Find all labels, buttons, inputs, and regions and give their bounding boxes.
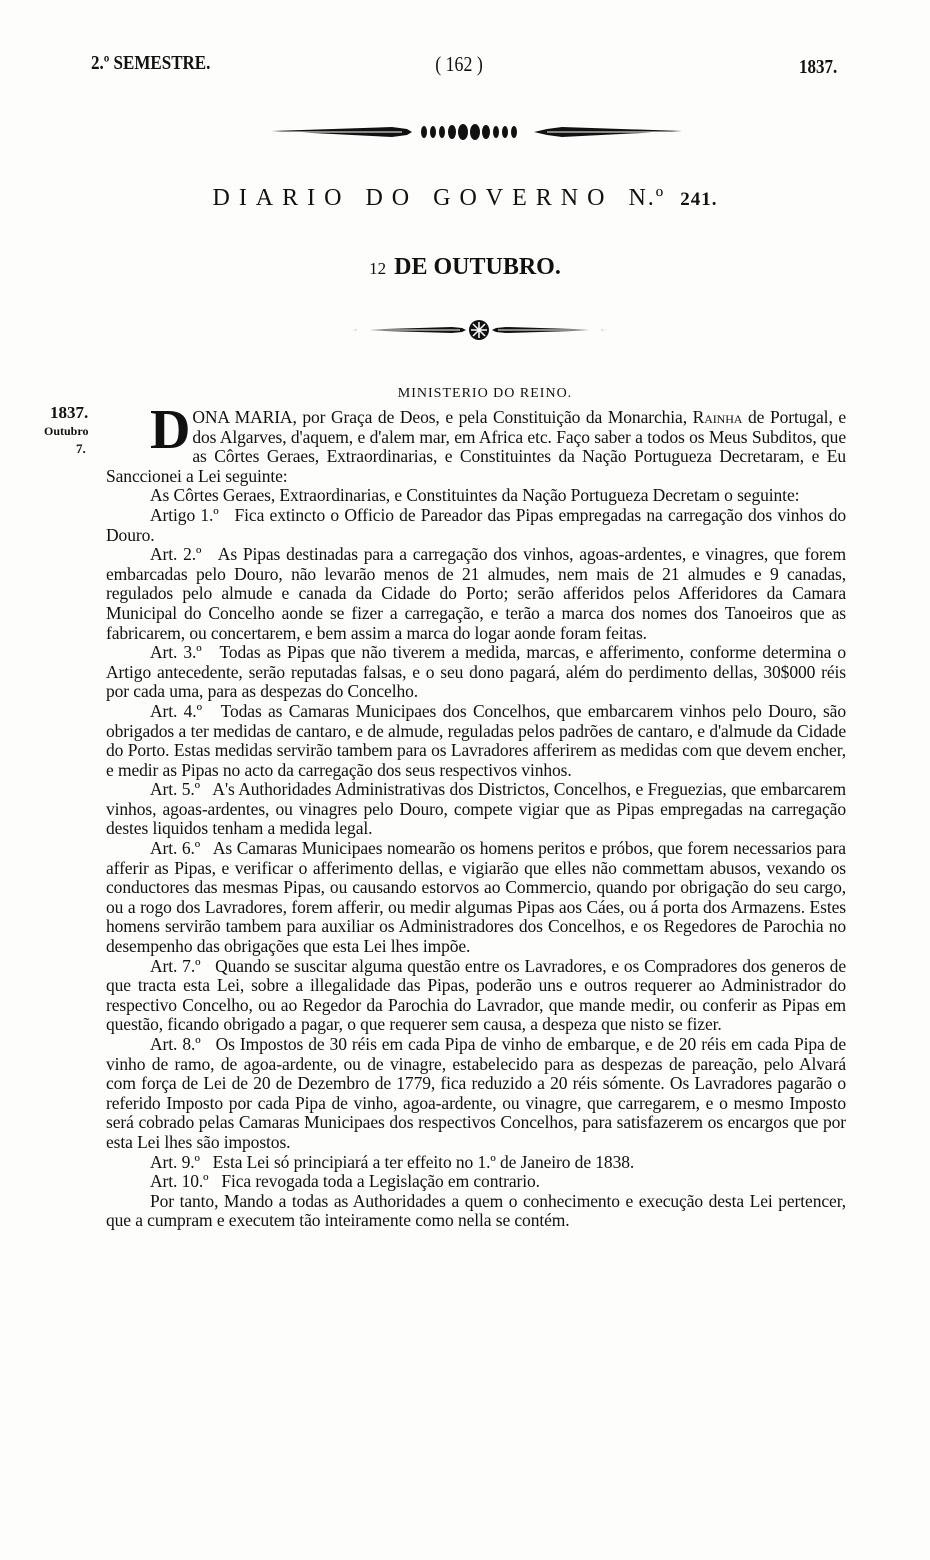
article-4 xyxy=(106,702,846,780)
drop-cap: D xyxy=(150,399,191,461)
article-label: Art. 10.º xyxy=(150,1171,209,1192)
date-day: 12 xyxy=(369,259,387,278)
article-7 xyxy=(106,957,846,1035)
article-text: As Camaras Municipaes nomearão os homens peritos e próbos, que forem necessarios para afferir as Pipas, e verificar o afferimento dellas, e vigiarão que elles não commettam abusos, vexando os conductores das mesmas Pipas, ou causando estorvos ao Commercio, quando por obrigação do seu cargo, ou a rogo dos Lavradores, forem afferir, ou medir algumas Pipas aos Cáes, ou á porta dos Armazens. Estes homens servirão tambem para auxiliar os Administradores dos Concelhos, e os Regedores de Parochia no desempenho das obrigações que esta Lei lhes impõe. xyxy=(106,838,846,957)
article-label: Art. 7.º xyxy=(150,955,201,976)
issue-number: 241. xyxy=(680,189,718,210)
article-3 xyxy=(106,643,846,702)
margin-date-note xyxy=(36,404,96,458)
ministry-heading: MINISTERIO DO REINO. xyxy=(397,386,573,401)
closing-paragraph: Por tanto, Mando a todas as Authoridades a quem o conhecimento e execução desta Lei pertencer, que a cumpram e executem tão inteiramente como nella se contém. xyxy=(106,1190,846,1231)
running-head xyxy=(0,52,838,82)
article-text: Todas as Camaras Municipaes dos Concelhos, que embarcarem vinhos pelo Douro, são obrigados a ter medidas de cantaro, e de almude, reguladas pelos padrões de cantaro, e d'almude da Cidade do Porto. Estas medidas servirão tambem para os Lavradores afferirem as medidas com que devem encher, e medir as Pipas no acto da carregação dos seus respectivos vinhos. xyxy=(106,700,846,780)
article-text: Fica revogada toda a Legislação em contrario. xyxy=(221,1171,540,1192)
issue-date xyxy=(0,254,930,281)
article-8 xyxy=(106,1035,846,1153)
article-text: Os Impostos de 30 réis em cada Pipa de vinho de embarque, e de 20 réis em cada Pipa de vinho de ramo, de agoa-ardente, ou de vinagre, estabelecido para as despezas de pareação, pelo Alvará com força de Lei de 20 de Dezembro de 1779, fica reduzido a 20 réis sómente. Os Lavradores pagarão o referido Imposto por cada Pipa de vinho, agoa-ardente, ou vinagre, que carregarem, e o mesmo Imposto será cobrado pelas Camaras Municipaes dos respectivos Concelhos, para satisfazerem os encargos que por esta Lei lhes são impostos. xyxy=(106,1034,846,1152)
preamble-text-1: , por Graça de Deos, e pela Constituição da Monarchia, xyxy=(292,407,693,427)
article-9 xyxy=(106,1153,846,1173)
ornament-rule-icon xyxy=(272,118,682,146)
article-text: Fica extincto o Officio de Pareador das Pipas empregadas na carregação dos vinhos do Douro. xyxy=(106,504,847,545)
article-label: Artigo 1.º xyxy=(150,504,219,525)
article-text: Esta Lei só principiará a ter effeito no 1.º de Janeiro de 1838. xyxy=(212,1151,635,1172)
article-text: Quando se suscitar alguma questão entre os Lavradores, e os Compradores dos generos de que tracta esta Lei, sobre a illegalidade das Pipas, poderão uns e outros requerer ao Administrador do respectivo Concelho, ou ao Regedor da Parochia do Lavrador, que mande medir, ou conferir as Pipas em questão, ficando obrigado a pagar, o que requerer sem causa, a despeza que nisto se fizer. xyxy=(106,955,846,1035)
sovereign-name: ONA MARIA xyxy=(192,407,293,427)
page-number: ( 162 ) xyxy=(435,52,483,76)
number-label: N.º xyxy=(628,185,666,211)
preamble-paragraph xyxy=(106,399,847,486)
article-2 xyxy=(106,545,846,643)
masthead-title: DIARIO DO GOVERNO xyxy=(212,185,614,211)
article-label: Art. 8.º xyxy=(150,1034,201,1054)
ornament-rosette-icon xyxy=(352,318,606,342)
article-5 xyxy=(106,780,846,839)
article-1 xyxy=(106,506,846,545)
semester-label: 2.º SEMESTRE. xyxy=(90,52,211,74)
article-label: Art. 4.º xyxy=(150,700,202,721)
article-label: Art. 5.º xyxy=(150,779,201,800)
article-text: As Pipas destinadas para a carregação dos vinhos, agoas-ardentes, e vinagres, que forem embarcadas pelo Douro, não levarão menos de 21 almudes, nem mais de 21 almudes e 9 canadas, regulados pelo almude e canada da Cidade do Porto; serão afferidos pelos Afferidores da Camara Municipal do Concelho aonde se fizer a carregação, e terão a marca dos nomes dos Tanoeiros que as fabricarem, ou concertarem, e bem assim a marca do logar aonde foram feitas. xyxy=(106,544,846,643)
masthead xyxy=(0,185,930,212)
margin-year: 1837. xyxy=(50,403,89,422)
article-label: Art. 9.º xyxy=(150,1151,200,1172)
margin-day: 7. xyxy=(76,441,86,456)
decree-intro: As Côrtes Geraes, Extraordinarias, e Constituintes da Nação Portugueza Decretam o seguinte: xyxy=(150,485,800,506)
article-label: Art. 6.º xyxy=(150,838,201,859)
title-word: Rainha xyxy=(692,407,743,427)
article-10 xyxy=(106,1172,846,1192)
decree-body xyxy=(106,399,847,1231)
article-label: Art. 3.º xyxy=(150,642,202,663)
article-label: Art. 2.º xyxy=(150,544,202,565)
date-month: DE OUTUBRO. xyxy=(394,254,561,280)
article-text: A's Authoridades Administrativas dos Districtos, Concelhos, e Freguezias, que embarcarem vinhos, agoas-ardentes, ou vinagres pelo Douro, compete vigiar que as Pipas empregadas na carregação destes liquidos tenham a medida legal. xyxy=(106,779,846,839)
article-6 xyxy=(106,839,846,957)
year-label: 1837. xyxy=(799,56,838,78)
article-text: Todas as Pipas que não tiverem a medida, marcas, e afferimento, conforme determina o Artigo antecedente, serão reputadas falsas, e o seu dono pagará, além do perdimento dellas, 30$000 réis por cada uma, para as despezas do Concelho. xyxy=(106,642,846,702)
preamble-text-2: de Portugal, e dos Algarves, d'aquem, e d'alem mar, em Africa etc. Faço saber a todos os Meus Subditos, que as Côrtes Geraes, Extraordinarias, e Constituintes da Nação Portugueza Decretaram, e Eu Sanccionei a Lei seguinte: xyxy=(106,407,847,486)
margin-month: Outubro xyxy=(44,424,89,438)
